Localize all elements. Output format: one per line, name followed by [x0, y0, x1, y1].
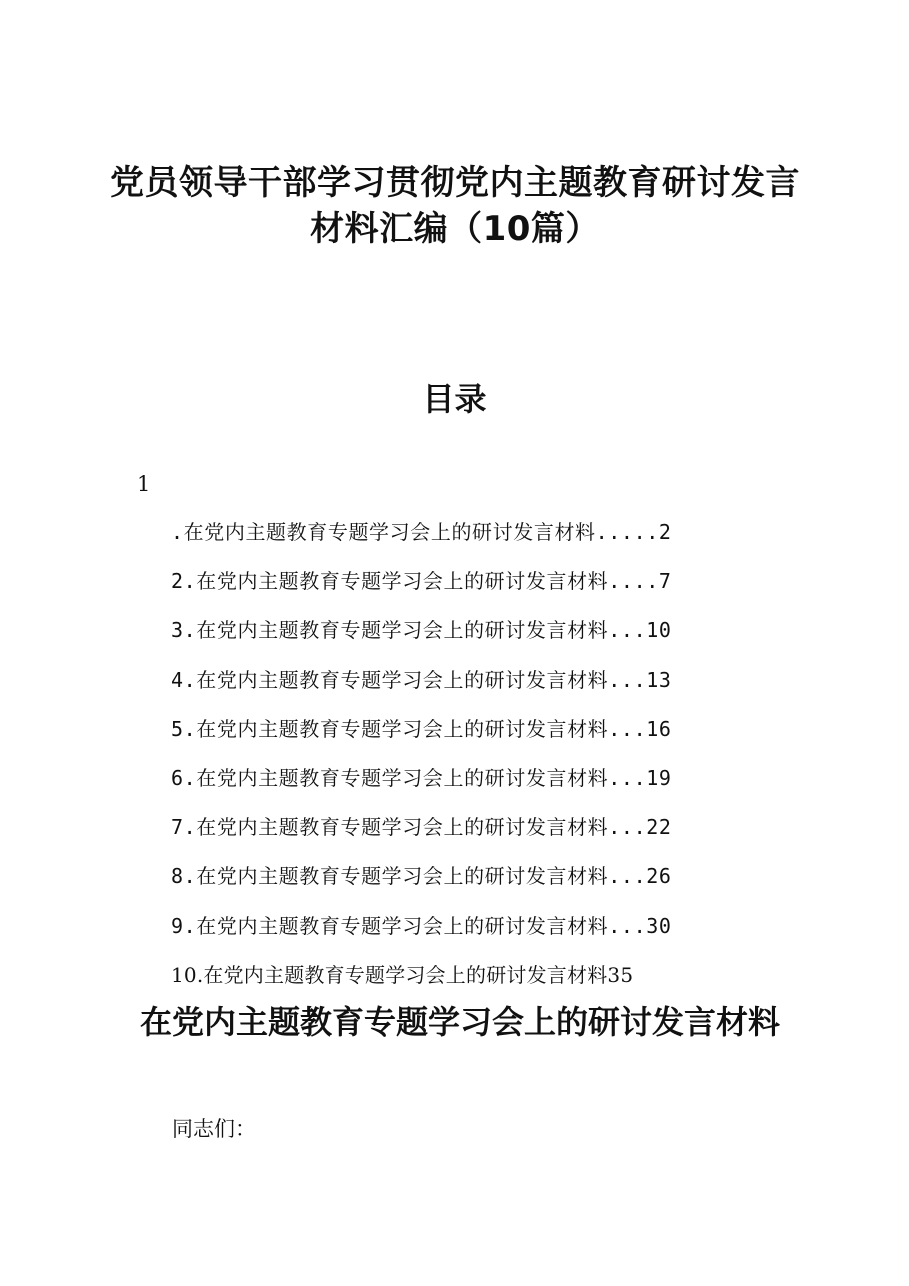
- toc-item-6[interactable]: 6.在党内主题教育专题学习会上的研讨发言材料...19: [171, 765, 672, 790]
- salutation: 同志们：: [172, 1117, 256, 1141]
- toc-item-8[interactable]: 8.在党内主题教育专题学习会上的研讨发言材料...26: [171, 864, 672, 889]
- toc-heading: 目录: [422, 380, 487, 418]
- document-title: [60, 160, 850, 252]
- document-title-line-2: 材料汇编（10篇）: [310, 209, 600, 249]
- toc-item-10[interactable]: 10.在党内主题教育专题学习会上的研讨发言材料35: [171, 962, 634, 987]
- table-of-contents: [171, 516, 781, 1008]
- toc-item-9[interactable]: 9.在党内主题教育专题学习会上的研讨发言材料...30: [171, 913, 672, 938]
- toc-item-3[interactable]: 3.在党内主题教育专题学习会上的研讨发言材料...10: [171, 618, 672, 643]
- section-title: 在党内主题教育专题学习会上的研讨发言材料: [139, 1003, 780, 1041]
- toc-item-2[interactable]: 2.在党内主题教育专题学习会上的研讨发言材料....7: [171, 569, 672, 594]
- toc-item-5[interactable]: 5.在党内主题教育专题学习会上的研讨发言材料...16: [171, 716, 672, 741]
- toc-item-7[interactable]: 7.在党内主题教育专题学习会上的研讨发言材料...22: [171, 815, 672, 840]
- toc-item-4[interactable]: 4.在党内主题教育专题学习会上的研讨发言材料...13: [171, 667, 672, 692]
- document-title-line-1: 党员领导干部学习贯彻党内主题教育研讨发言: [110, 163, 800, 203]
- toc-number: 1: [137, 472, 151, 496]
- toc-item-1[interactable]: .在党内主题教育专题学习会上的研讨发言材料.....2: [171, 520, 672, 544]
